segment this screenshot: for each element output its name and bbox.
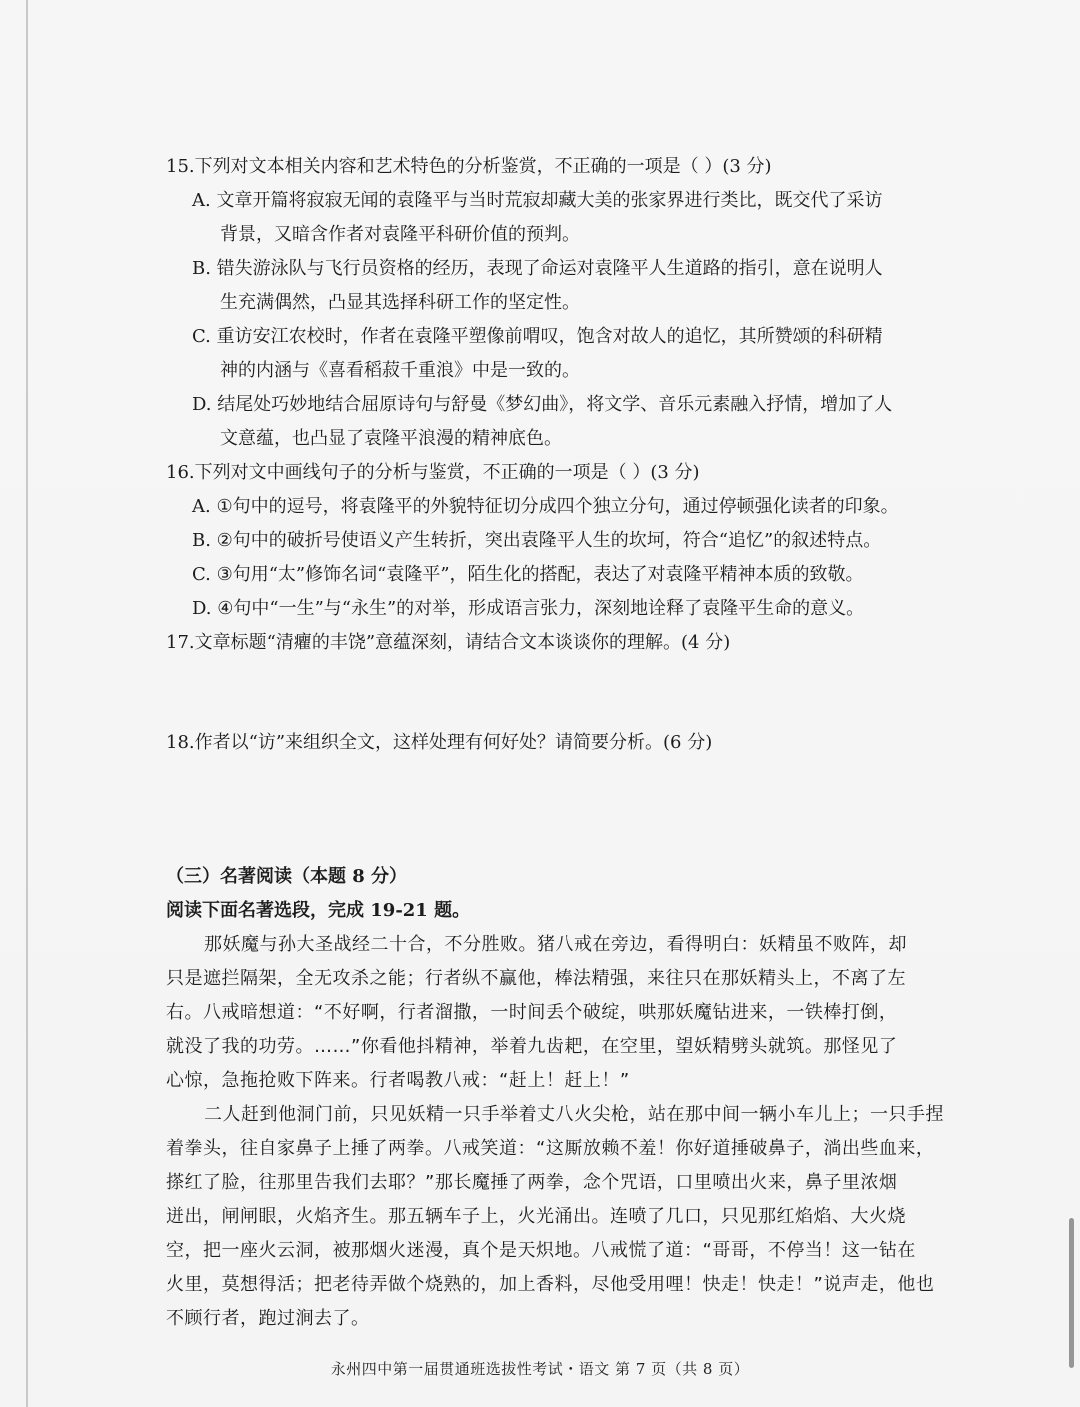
answer-space-17: [166, 660, 916, 726]
passage-p1-line2: 只是遮拦隔架，全无攻杀之能；行者纵不赢他，棒法精强，来往只在那妖精头上，不离了左: [166, 968, 906, 989]
question-15-option-b-line1: B. 错失游泳队与飞行员资格的经历，表现了命运对袁隆平人生道路的指引，意在说明人: [192, 258, 883, 279]
question-16-option-a: A. ①句中的逗号，将袁隆平的外貌特征切分成四个独立分句，通过停顿强化读者的印象。: [192, 496, 899, 517]
question-15-option-d-line1: D. 结尾处巧妙地结合屈原诗句与舒曼《梦幻曲》，将文学、音乐元素融入抒情，增加了人: [192, 394, 893, 415]
exam-content: [166, 150, 944, 1336]
question-15-option-a-line2: 背景，又暗含作者对袁隆平科研价值的预判。: [220, 224, 580, 245]
passage-p2-line6: 火里，莫想得活；把老待弄做个烧熟的，加上香料，尽他受用哩！快走！快走！”说声走，他也: [166, 1274, 935, 1295]
question-16-stem: 16.下列对文中画线句子的分析与鉴赏，不正确的一项是（ ）(3 分): [166, 462, 700, 483]
passage-p2-line3: 搽红了脸，往那里告我们去耶？”那长魔捶了两拳，念个咒语，口里喷出火来，鼻子里浓烟: [166, 1172, 898, 1193]
passage-p2-line4: 迸出，闸闸眼，火焰齐生。那五辆车子上，火光涌出。连喷了几口，只见那红焰焰、大火烧: [166, 1206, 906, 1227]
passage-p2-line5: 空，把一座火云洞，被那烟火迷漫，真个是天炽地。八戒慌了道：“哥哥，不停当！这一钻在: [166, 1240, 916, 1261]
passage-p1-line4: 就没了我的功劳。……”你看他抖精神，举着九齿耙，在空里，望妖精劈头就筑。那怪见了: [166, 1036, 898, 1057]
question-15-option-a-line1: A. 文章开篇将寂寂无闻的袁隆平与当时荒寂却藏大美的张家界进行类比，既交代了采访: [192, 190, 883, 211]
passage-p2-line1: 二人赶到他洞门前，只见妖精一只手举着丈八火尖枪，站在那中间一辆小车儿上；一只手捏: [204, 1104, 944, 1125]
page-footer: 永州四中第一届贯通班选拔性考试・语文 第 7 页（共 8 页）: [330, 1360, 750, 1378]
question-16-option-c: C. ③句用“太”修饰名词“袁隆平”，陌生化的搭配，表达了对袁隆平精神本质的致敬。: [192, 564, 864, 585]
passage-p1-line3: 右。八戒暗想道：“不好啊，行者溜撒，一时间丢个破绽，哄那妖魔钻进来，一铁棒打倒，: [166, 1002, 898, 1023]
question-17: 17.文章标题“清癯的丰饶”意蕴深刻，请结合文本谈谈你的理解。(4 分): [166, 632, 731, 653]
question-15-option-d-line2: 文意蕴，也凸显了袁隆平浪漫的精神底色。: [220, 428, 562, 449]
passage-p1-line1: 那妖魔与孙大圣战经二十合，不分胜败。猪八戒在旁边，看得明白：妖精虽不败阵，却: [204, 934, 907, 955]
section-3-instruction: 阅读下面名著选段，完成 19-21 题。: [166, 900, 471, 921]
question-15-option-b-line2: 生充满偶然，凸显其选择科研工作的坚定性。: [220, 292, 580, 313]
passage-p2-line7: 不顾行者，跑过涧去了。: [166, 1308, 370, 1329]
answer-space-18: [166, 760, 916, 856]
question-15-option-c-line2: 神的内涵与《喜看稻菽千重浪》中是一致的。: [220, 360, 580, 381]
section-3-title: （三）名著阅读（本题 8 分）: [166, 866, 408, 887]
passage-p1-line5: 心惊，急拖抢败下阵来。行者喝教八戒：“赶上！赶上！”: [166, 1070, 630, 1091]
scrollbar-thumb[interactable]: [1069, 1218, 1074, 1368]
question-16-option-b: B. ②句中的破折号使语义产生转折，突出袁隆平人生的坎坷，符合“追忆”的叙述特点。: [192, 530, 882, 551]
question-18: 18.作者以“访”来组织全文，这样处理有何好处？请简要分析。(6 分): [166, 732, 713, 753]
passage-p2-line2: 着拳头，往自家鼻子上捶了两拳。八戒笑道：“这厮放赖不羞！你好道捶破鼻子，淌出些血来，: [166, 1138, 935, 1159]
page-edge-shadow: [26, 0, 28, 1407]
question-16-option-d: D. ④句中“一生”与“永生”的对举，形成语言张力，深刻地诠释了袁隆平生命的意义。: [192, 598, 865, 619]
question-15-stem: 15.下列对文本相关内容和艺术特色的分析鉴赏，不正确的一项是（ ）(3 分): [166, 156, 772, 177]
question-15-option-c-line1: C. 重访安江农校时，作者在袁隆平塑像前喟叹，饱含对故人的追忆，其所赞颂的科研精: [192, 326, 883, 347]
